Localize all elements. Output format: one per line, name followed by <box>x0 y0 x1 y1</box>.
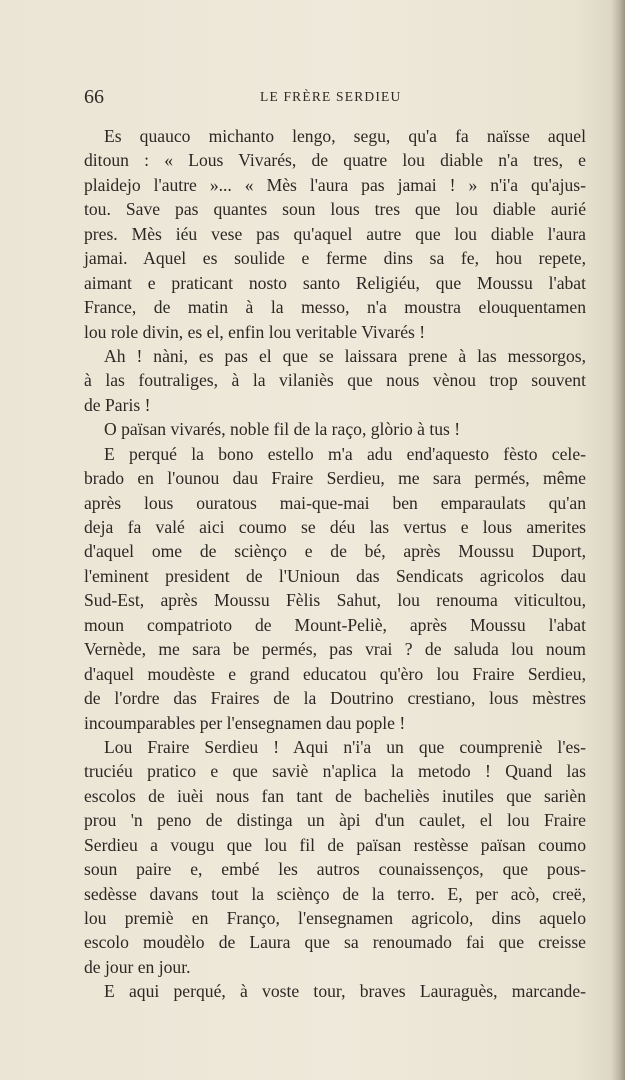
text-line: lou premiè en Franço, l'ensegnamen agricolo, dins aquelo <box>84 908 586 928</box>
text-line: incoumparables per l'ensegnamen dau pople ! <box>84 712 406 733</box>
page-number: 66 <box>84 86 104 108</box>
text-line: Sud-Est, après Moussu Fèlis Sahut, lou renouma viticultou, <box>84 590 586 611</box>
text-line: aimant e praticant nosto santo Religiéu, que Moussu l'abat <box>84 272 586 293</box>
text-line: à las foutraliges, à la vilaniès que nous vènou trop souvent <box>84 370 586 391</box>
text-line: E perqué la bono estello m'a adu end'aquesto fèsto cele- <box>104 443 586 464</box>
text-line: deja fa valé aici coumo se déu las vertus e lous amerites <box>84 517 586 537</box>
text-line: tou. Save pas quantes soun lous tres que lou diable aurié <box>84 199 586 220</box>
text-line: O païsan vivarés, noble fil de la raço, glòrio à tus ! <box>104 419 461 440</box>
text-line: Serdieu a vougu que lou fil de païsan restèsse païsan coumo <box>84 834 586 855</box>
text-line: jamai. Aquel es soulide e ferme dins sa fe, hou repete, <box>84 248 586 269</box>
text-line: E aqui perqué, à voste tour, braves Lauraguès, marcande- <box>104 981 586 1002</box>
text-line: Lou Fraire Serdieu ! Aqui n'i'a un que coumpreniè l'es- <box>104 736 586 757</box>
text-line: escolos de iuèi nous fan tant de bacheliès inutiles que sarièn <box>84 785 586 806</box>
running-title: LE FRÈRE SERDIEU <box>260 89 402 104</box>
text-line: France, de matin à la messo, n'a moustra elouquentamen <box>84 297 586 318</box>
text-line: l'eminent president de l'Unioun das Sendicats agricolos dau <box>84 565 586 586</box>
page-edge-shadow <box>611 0 625 1080</box>
text-line: moun compatrioto de Mount-Peliè, après Moussu l'abat <box>84 614 586 635</box>
text-line: Vernède, me sara be permés, pas vrai ? de saluda lou noum <box>84 639 586 660</box>
text-line: d'aquel moudèste e grand educatou qu'èro lou Fraire Serdieu, <box>84 663 586 684</box>
text-line: pres. Mès iéu vese pas qu'aquel autre que lou diable l'aura <box>84 223 586 244</box>
text-line: escolo moudèlo de Laura que sa renoumado fai que creisse <box>84 932 586 953</box>
text-line: de Paris ! <box>84 394 151 415</box>
text-line: d'aquel ome de sciènço e de bé, après Moussu Duport, <box>84 541 586 562</box>
text-line: brado en l'ounou dau Fraire Serdieu, me sara permés, même <box>84 468 586 489</box>
running-head <box>84 86 586 110</box>
text-line: sedèsse davans tout la sciènço de la terro. E, per acò, creë, <box>84 883 586 904</box>
body-text <box>84 124 586 1004</box>
text-line: prou 'n peno de distinga un àpi d'un caulet, el lou Fraire <box>84 810 586 831</box>
text-line: après lous ouratous mai-que-mai ben emparaulats qu'an <box>84 492 586 513</box>
text-line: soun paire e, embé les autros counaissenços, que pous- <box>84 859 586 880</box>
text-line: lou role divin, es el, enfin lou veritable Vivarés ! <box>84 321 426 342</box>
text-line: ditoun : « Lous Vivarés, de quatre lou diable n'a tres, e <box>84 150 586 171</box>
text-line: Es quauco michanto lengo, segu, qu'a fa naïsse aquel <box>104 126 586 146</box>
text-line: truciéu pratico e que saviè n'aplica la metodo ! Quand las <box>84 761 586 782</box>
text-line: Ah ! nàni, es pas el que se laissara prene à las messorgos, <box>104 345 586 366</box>
text-line: de jour en jour. <box>84 956 191 977</box>
text-line: de l'ordre das Fraires de la Doutrino crestiano, lous mèstres <box>84 688 586 709</box>
text-line: plaidejo l'autre »... « Mès l'aura pas jamai ! » n'i'a qu'ajus- <box>84 174 586 195</box>
